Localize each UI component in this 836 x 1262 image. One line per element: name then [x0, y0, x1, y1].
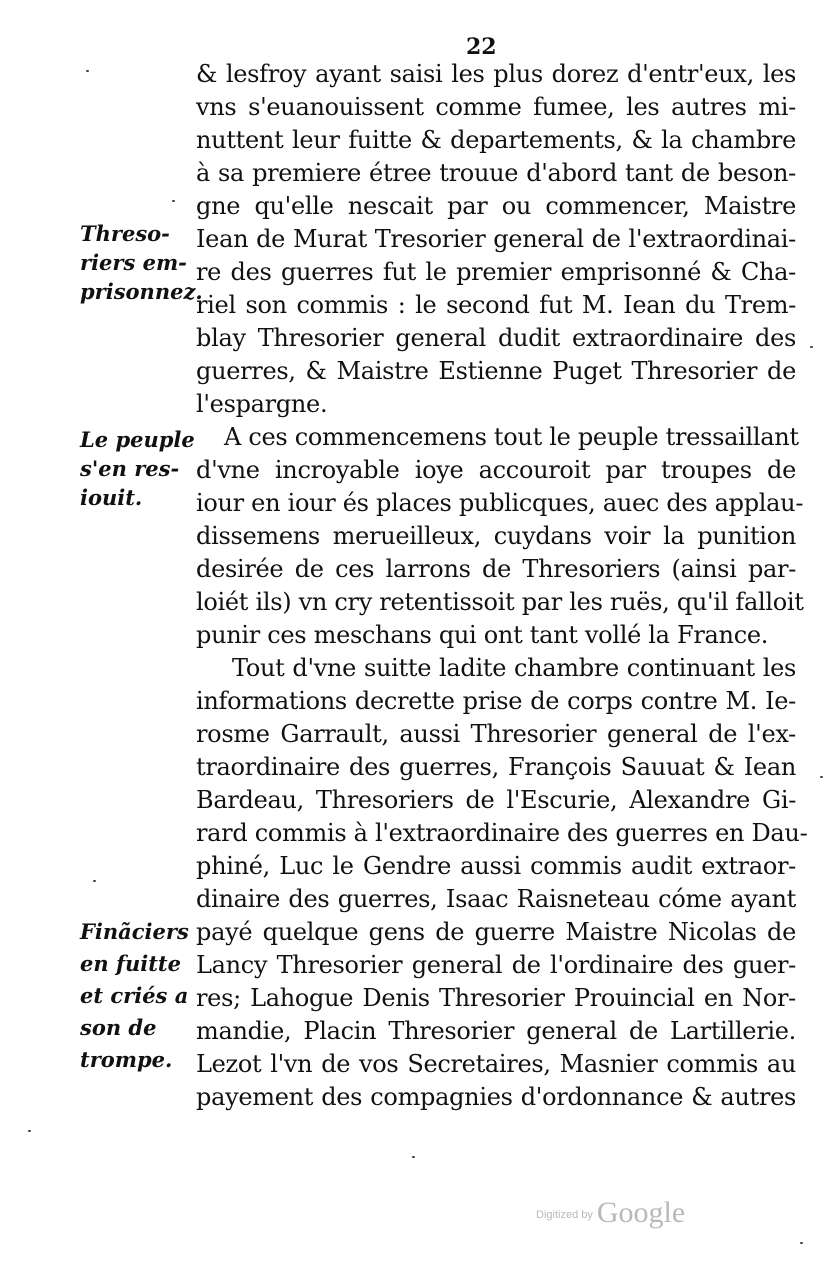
- body-text: [196, 58, 808, 1114]
- margin-note-line: prisonnez.: [80, 279, 203, 304]
- text-line: mandie, Placin Thresorier general de Lartillerie.: [196, 1017, 796, 1045]
- text-line: l'espargne.: [196, 390, 328, 418]
- text-line: phiné, Luc le Gendre aussi commis audit extraor-: [196, 852, 796, 880]
- margin-note-line: son de: [80, 1015, 157, 1040]
- text-line: payé quelque gens de guerre Maistre Nicolas de: [196, 918, 796, 946]
- margin-note-line: en fuitte: [80, 951, 181, 976]
- text-line: riel son commis : le second fut M. Iean du Trem-: [196, 291, 796, 319]
- text-line: iour en iour és places publicques, auec des applau-: [196, 489, 804, 517]
- text-line: vns s'euanouissent comme fumee, les autres mi-: [196, 93, 796, 121]
- text-line: & lesfroy ayant saisi les plus dorez d'entr'eux, les: [196, 60, 796, 88]
- text-line: rard commis à l'extraordinaire des guerres en Dau-: [196, 819, 808, 847]
- text-line: desirée de ces larrons de Thresoriers (ainsi par-: [196, 555, 796, 583]
- text-line: punir ces meschans qui ont tant vollé la France.: [196, 621, 769, 649]
- text-line: rosme Garrault, aussi Thresorier general de l'ex-: [196, 720, 796, 748]
- text-line: informations decrette prise de corps contre M. Ie-: [196, 687, 796, 715]
- margin-note-line: trompe.: [80, 1047, 173, 1072]
- ink-speck: [820, 776, 823, 778]
- margin-note-line: iouit.: [80, 485, 143, 510]
- text-line: à sa premiere étree trouue d'abord tant de beson-: [196, 159, 796, 187]
- text-line: dinaire des guerres, Isaac Raisneteau cóme ayant: [196, 885, 796, 913]
- text-line: d'vne incroyable ioye accouroit par troupes de: [196, 456, 796, 484]
- text-line: nuttent leur fuitte & departements, & la chambre: [196, 126, 796, 154]
- watermark-brand: Google: [596, 1196, 686, 1229]
- text-line: dissemens merueilleux, cuydans voir la punition: [196, 522, 796, 550]
- margin-note-line: Threso-: [80, 221, 170, 246]
- text-line: traordinaire des guerres, François Sauuat & Iean: [196, 753, 796, 781]
- text-line: Iean de Murat Tresorier general de l'extraordinai-: [196, 225, 796, 253]
- text-line: Lancy Thresorier general de l'ordinaire des guer-: [196, 951, 796, 979]
- ink-speck: [28, 1130, 31, 1132]
- margin-note-financiers: [80, 916, 189, 1076]
- ink-speck: [810, 346, 813, 348]
- ink-speck: [172, 200, 175, 202]
- text-line: Tout d'vne suitte ladite chambre continuant les: [232, 654, 796, 682]
- text-line: A ces commencemens tout le peuple tressaillant: [224, 423, 799, 451]
- ink-speck: [86, 70, 89, 72]
- text-line: guerres, & Maistre Estienne Puget Thresorier de: [196, 357, 796, 385]
- text-line: gne qu'elle nescait par ou commencer, Maistre: [196, 192, 796, 220]
- text-line: blay Thresorier general dudit extraordinaire des: [196, 324, 796, 352]
- text-line: Bardeau, Thresoriers de l'Escurie, Alexandre Gi-: [196, 786, 796, 814]
- watermark-prefix: Digitized by: [536, 1209, 593, 1221]
- ink-speck: [412, 1156, 415, 1158]
- text-line: res; Lahogue Denis Thresorier Prouincial en Nor-: [196, 984, 796, 1012]
- page-number: 22: [466, 34, 497, 60]
- text-line: loiét ils) vn cry retentissoit par les ruës, qu'il falloit: [196, 588, 804, 616]
- ink-speck: [93, 880, 96, 882]
- digitized-by-google-watermark: [536, 1196, 685, 1230]
- text-line: payement des compagnies d'ordonnance & autres: [196, 1083, 796, 1111]
- margin-note-line: et criés a: [80, 983, 189, 1008]
- margin-note-line: Le peuple: [80, 427, 195, 452]
- margin-note-line: Finãciers: [80, 919, 189, 944]
- margin-note-peuple: [80, 425, 195, 512]
- text-line: Lezot l'vn de vos Secretaires, Masnier commis au: [196, 1050, 796, 1078]
- margin-note-line: s'en res-: [80, 456, 180, 481]
- text-line: re des guerres fut le premier emprisonné & Cha-: [196, 258, 796, 286]
- ink-speck: [800, 1242, 803, 1244]
- margin-note-thresoriers: [80, 219, 203, 306]
- margin-note-line: riers em-: [80, 250, 187, 275]
